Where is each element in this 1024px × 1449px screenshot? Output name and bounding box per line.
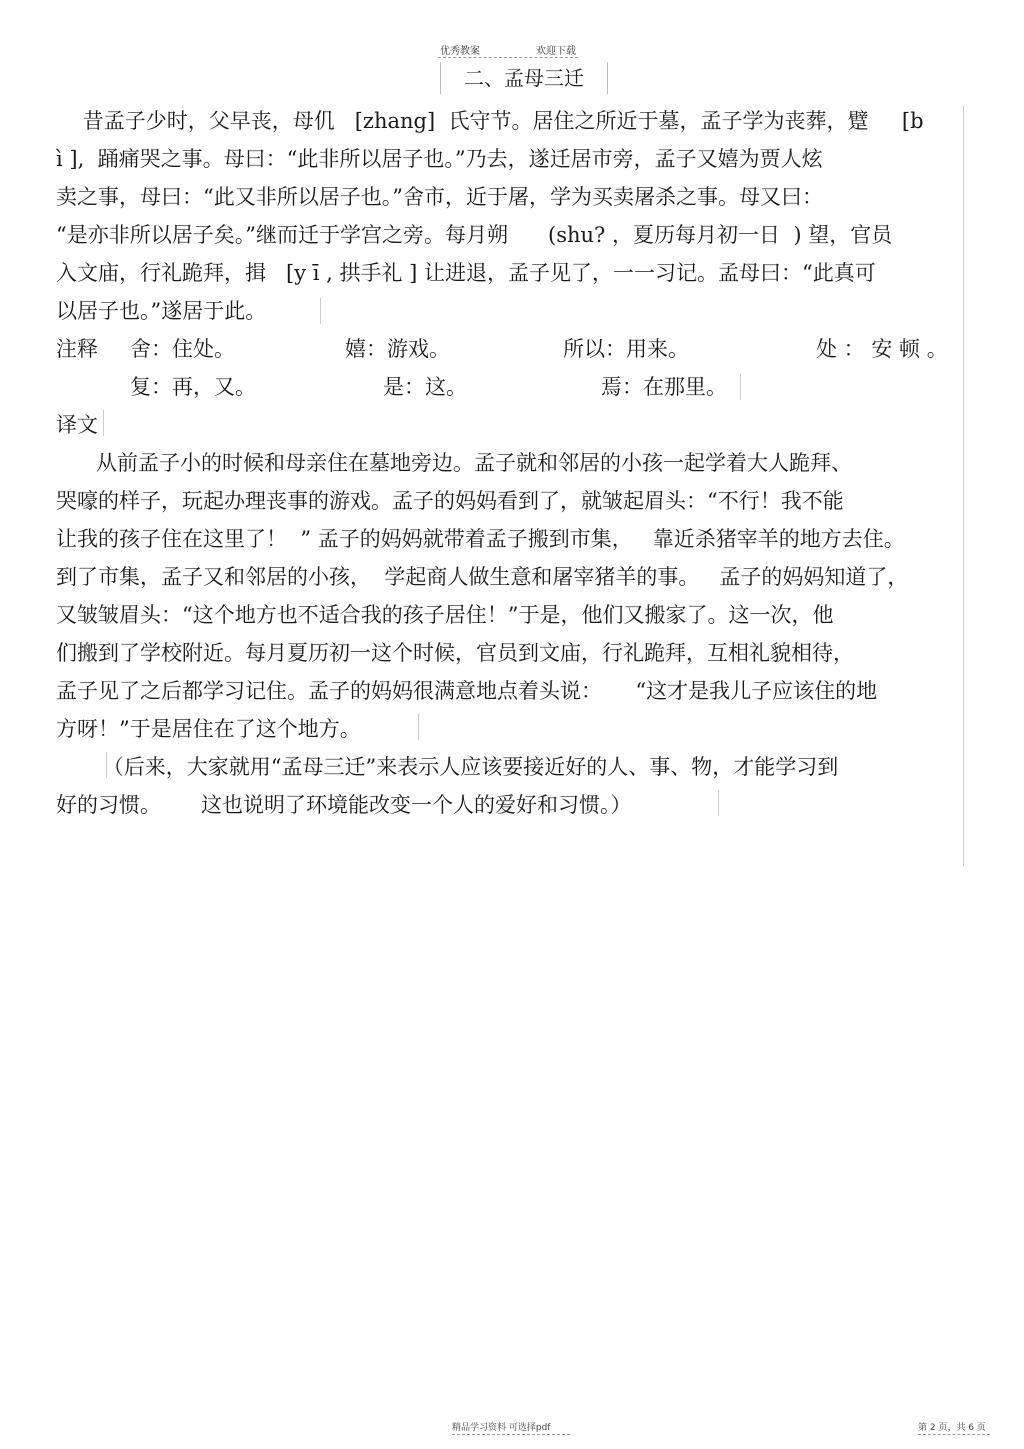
original-line: 昔孟子少时，父早丧，母仉 [zhang] 氏守节。居住之所近于墓，孟子学为丧葬，躄 [b (56, 109, 924, 133)
note-item: 舍：住处。 (130, 337, 235, 361)
right-margin-rule (963, 106, 964, 866)
translation-line: 让我的孩子住在这里了！ ” 孟子的妈妈就带着孟子搬到市集， 靠近杀猪宰羊的地方去住。 (56, 527, 905, 551)
page-title: 二、孟母三迁 (440, 62, 608, 94)
header-left: 优秀教案 (440, 46, 480, 57)
line-end-rule (418, 714, 419, 740)
translation-label: 译文 (56, 413, 98, 437)
page-number: 第 2 页，共 6 页 (918, 1423, 986, 1433)
translation-line: 哭嚎的样子，玩起办理丧事的游戏。孟子的妈妈看到了，就皱起眉头：“不行！我不能 (56, 489, 844, 513)
note-item: 处 ： 安 顿 。 (816, 337, 948, 361)
line-end-rule (320, 298, 321, 324)
translation-line: 们搬到了学校附近。每月夏历初一这个时候，官员到文庙，行礼跪拜，互相礼貌相待， (56, 641, 854, 665)
note-item: 所以：用来。 (563, 337, 689, 361)
original-line: “是亦非所以居子矣。”继而迁于学宫之旁。每月朔 (shu? ，夏历每月初一日 ) 望，官员 (56, 223, 893, 247)
line-end-rule (740, 374, 741, 400)
footer-divider (918, 1434, 990, 1435)
footer-left: 精品学习资料 可选择pdf (452, 1423, 551, 1433)
original-line: ì ], 踊痛哭之事。母曰：“此非所以居子也。”乃去，遂迁居市旁，孟子又嬉为贾人炫 (56, 147, 823, 171)
note-item: 复：再，又。 (130, 375, 256, 399)
footer-divider (452, 1434, 570, 1435)
note-item: 焉：在那里。 (601, 375, 727, 399)
translation-line: 方呀！”于是居住在了这个地方。 (56, 717, 361, 741)
note-item: 是：这。 (383, 375, 467, 399)
notes-label: 注释 (56, 337, 98, 361)
moral-line: （后来，大家就用“孟母三迁”来表示人应该要接近好的人、事、物，才能学习到 (56, 755, 839, 779)
translation-line: 又皱皱眉头：“这个地方也不适合我的孩子居住！”于是，他们又搬家了。这一次，他 (56, 603, 834, 627)
translation-line: 到了市集，孟子又和邻居的小孩， 学起商人做生意和屠宰猪羊的事。 孟子的妈妈知道了， (56, 565, 909, 589)
header-divider (438, 57, 578, 58)
line-end-rule (718, 790, 719, 816)
header-right: 欢迎下载 (536, 46, 576, 57)
line-end-rule (103, 410, 104, 436)
note-item: 嬉：游戏。 (345, 337, 450, 361)
translation-line: 从前孟子小的时候和母亲住在墓地旁边。孟子就和邻居的小孩一起学着大人跪拜、 (56, 451, 853, 475)
line-start-rule (106, 752, 107, 778)
original-line: 以居子也。”遂居于此。 (56, 299, 267, 323)
original-line: 卖之事，母曰：“此又非所以居子也。”舍市，近于屠，学为买卖屠杀之事。母又曰： (56, 185, 823, 209)
moral-line: 好的习惯。 这也说明了环境能改变一个人的爱好和习惯。） (56, 793, 632, 817)
original-line: 入文庙，行礼跪拜，揖 [y ī , 拱手礼 ] 让进退，孟子见了，一一习记。孟母曰：“此真可 (56, 261, 876, 285)
translation-line: 孟子见了之后都学习记住。孟子的妈妈很满意地点着头说： “这才是我儿子应该住的地 (56, 679, 878, 703)
